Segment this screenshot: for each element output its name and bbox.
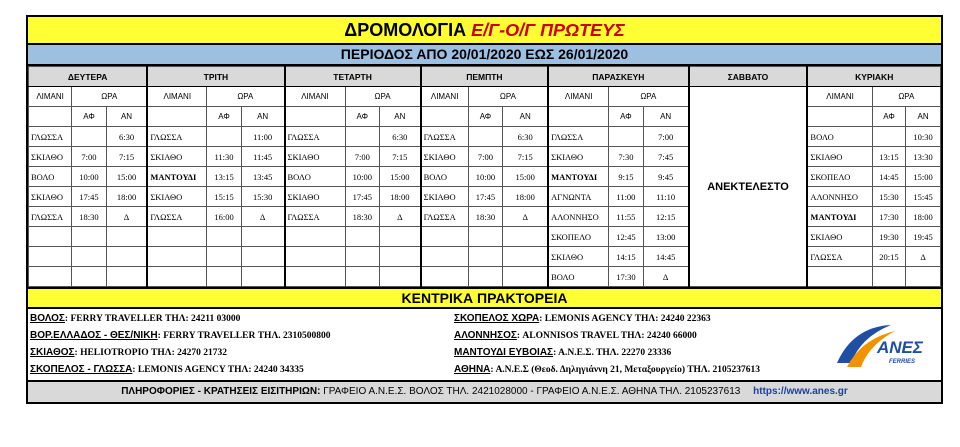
time-header: ΩΡΑ — [468, 87, 548, 107]
agency-location: ΒΟΡ.ΕΛΛΑΔΟΣ - ΘΕΣ/ΝΙΚΗ — [30, 330, 158, 341]
port-cell — [285, 247, 346, 267]
dep-time-cell — [207, 127, 242, 147]
dep-time-cell: 18:30 — [72, 207, 107, 227]
port-cell: ΓΛΩΣΣΑ — [285, 127, 346, 147]
time-header: ΩΡΑ — [207, 87, 285, 107]
agency-right-0 — [454, 313, 711, 324]
port-cell: ΓΛΩΣΣΑ — [807, 247, 872, 267]
arr-header: ΑΝ — [503, 107, 548, 127]
arr-time-cell: 7:45 — [643, 147, 688, 167]
arr-time-cell — [503, 227, 548, 247]
time-header: ΩΡΑ — [872, 87, 940, 107]
port-cell: ΜΑΝΤΟΥΔΙ — [147, 167, 206, 187]
port-cell: ΜΑΝΤΟΥΔΙ — [548, 167, 609, 187]
agency-location: ΜΑΝΤΟΥΔΙ ΕΥΒΟΙΑΣ — [454, 347, 554, 358]
agency-sep: : — [553, 348, 557, 358]
arr-time-cell: 13:45 — [241, 167, 284, 187]
dep-time-cell: 15:15 — [207, 187, 242, 207]
arr-time-cell: 18:00 — [380, 187, 421, 207]
arr-time-cell — [241, 247, 284, 267]
port-header: ΛΙΜΑΝΙ — [548, 87, 609, 107]
agency-sep: : — [64, 314, 69, 324]
port-cell: ΓΛΩΣΣΑ — [421, 127, 469, 147]
arr-time-cell: 11:45 — [241, 147, 284, 167]
agency-sep: : — [157, 331, 161, 341]
arr-time-cell — [241, 227, 284, 247]
day-header-fri: ΠΑΡΑΣΚΕΥΗ — [548, 67, 688, 87]
time-header: ΩΡΑ — [72, 87, 148, 107]
dep-time-cell — [72, 127, 107, 147]
arr-time-cell — [503, 247, 548, 267]
dep-time-cell: 17:45 — [345, 187, 380, 207]
dep-header: ΑΦ — [609, 107, 644, 127]
port-cell: ΣΚΙΑΘΟ — [147, 147, 206, 167]
arr-time-cell: 18:00 — [906, 207, 941, 227]
port-cell: ΑΓΝΩΝΤΑ — [548, 187, 609, 207]
dep-time-cell — [207, 227, 242, 247]
arr-time-cell: 7:15 — [106, 147, 147, 167]
port-cell: ΣΚΙΑΘΟ — [421, 187, 469, 207]
ship-name: Ε/Γ-Ο/Γ ΠΡΩΤΕΥΣ — [471, 20, 625, 40]
agency-details: LEMONIS AGENCY ΤΗΛ: 24240 22363 — [544, 314, 711, 324]
dep-time-cell: 9:15 — [609, 167, 644, 187]
arr-time-cell: 15:45 — [906, 187, 941, 207]
port-cell: ΓΛΩΣΣΑ — [548, 127, 609, 147]
schedule-title — [28, 17, 941, 45]
agency-details: FERRY TRAVELLER ΤΗΛ: 24211 03000 — [70, 314, 241, 324]
dep-time-cell: 10:00 — [72, 167, 107, 187]
dep-time-cell: 11:00 — [609, 187, 644, 207]
agency-location: ΑΘΗΝΑ — [454, 364, 491, 375]
arr-header: ΑΝ — [643, 107, 688, 127]
port-cell: ΓΛΩΣΣΑ — [285, 207, 346, 227]
title-prefix: ΔΡΟΜΟΛΟΓΙΑ — [344, 20, 467, 40]
time-header: ΩΡΑ — [609, 87, 689, 107]
arr-time-cell: 6:30 — [380, 127, 421, 147]
port-cell: ΒΟΛΟ — [548, 267, 609, 287]
dep-time-cell: 7:30 — [609, 147, 644, 167]
port-cell — [29, 227, 72, 247]
arr-time-cell: 6:30 — [106, 127, 147, 147]
arr-time-cell: 13:00 — [643, 227, 688, 247]
footer-text: ΓΡΑΦΕΙΟ Α.Ν.Ε.Σ. ΒΟΛΟΣ ΤΗΛ. 2421028000 - ΓΡΑΦΕΙΟ Α.Ν.Ε.Σ. ΑΘΗΝΑ ΤΗΛ. 2105237613 — [323, 386, 741, 397]
port-cell — [147, 247, 206, 267]
dep-time-cell — [72, 227, 107, 247]
schedule-period: ΠΕΡΙΟΔΟΣ ΑΠΟ 20/01/2020 ΕΩΣ 26/01/2020 — [28, 45, 941, 66]
day-header-thu: ΠΕΜΠΤΗ — [421, 67, 549, 87]
day-header-mon: ΔΕΥΤΕΡΑ — [29, 67, 148, 87]
agency-details: ALONNISOS TRAVEL ΤΗΛ: 24240 66000 — [522, 331, 697, 341]
arr-time-cell: 10:30 — [906, 127, 941, 147]
arr-time-cell: 15:00 — [906, 167, 941, 187]
port-cell: ΣΚΙΑΘΟ — [807, 227, 872, 247]
dep-time-cell — [345, 247, 380, 267]
dep-time-cell: 10:00 — [345, 167, 380, 187]
day-header-sun: ΚΥΡΙΑΚΗ — [807, 67, 940, 87]
dep-time-cell — [872, 127, 905, 147]
empty-cell — [285, 107, 346, 127]
port-cell: ΒΟΛΟ — [29, 167, 72, 187]
dep-time-cell: 11:55 — [609, 207, 644, 227]
dep-time-cell: 11:30 — [207, 147, 242, 167]
time-header: ΩΡΑ — [345, 87, 421, 107]
port-cell: ΓΛΩΣΣΑ — [147, 207, 206, 227]
dep-time-cell: 7:00 — [345, 147, 380, 167]
port-cell: ΣΚΙΑΘΟ — [421, 147, 469, 167]
port-cell — [285, 227, 346, 247]
dep-header: ΑΦ — [207, 107, 242, 127]
dep-time-cell — [345, 127, 380, 147]
arr-time-cell — [106, 247, 147, 267]
arr-time-cell: 18:00 — [503, 187, 548, 207]
port-cell: ΣΚΟΠΕΛΟ — [548, 227, 609, 247]
logo-name: ΑΝΕΣ — [877, 338, 923, 357]
dep-time-cell: 17:30 — [609, 267, 644, 287]
arr-time-cell: 7:15 — [380, 147, 421, 167]
arr-time-cell: 12:15 — [643, 207, 688, 227]
dep-time-cell — [345, 267, 380, 287]
port-cell: ΣΚΙΑΘΟ — [285, 147, 346, 167]
arr-time-cell: 15:00 — [380, 167, 421, 187]
empty-cell — [147, 107, 206, 127]
anes-logo — [833, 317, 929, 373]
arr-header: ΑΝ — [906, 107, 941, 127]
dep-time-cell: 18:30 — [345, 207, 380, 227]
agency-location: ΣΚΟΠΕΛΟΣ ΧΩΡΑ — [454, 313, 540, 324]
agency-sep: : — [74, 348, 78, 358]
dep-time-cell — [468, 247, 503, 267]
dep-time-cell: 10:00 — [468, 167, 503, 187]
dep-time-cell: 17:45 — [72, 187, 107, 207]
port-cell: ΣΚΟΠΕΛΟ — [807, 167, 872, 187]
port-cell: ΑΛΟΝΝΗΣΟ — [548, 207, 609, 227]
port-cell: ΒΟΛΟ — [285, 167, 346, 187]
agency-sep: : — [539, 314, 543, 324]
port-cell: ΜΑΝΤΟΥΔΙ — [807, 207, 872, 227]
arr-header: ΑΝ — [380, 107, 421, 127]
empty-cell — [807, 107, 872, 127]
dep-header: ΑΦ — [345, 107, 380, 127]
agency-left-0 — [30, 313, 240, 324]
schedule-table — [28, 66, 941, 287]
dep-time-cell — [72, 267, 107, 287]
arr-time-cell: 14:45 — [643, 247, 688, 267]
dep-time-cell — [345, 227, 380, 247]
arr-time-cell — [380, 247, 421, 267]
dep-time-cell: 13:15 — [872, 147, 905, 167]
saturday-cell: ΑΝΕΚΤΕΛΕΣΤΟ — [689, 87, 808, 287]
arr-time-cell: 19:45 — [906, 227, 941, 247]
day-header-wed: ΤΕΤΑΡΤΗ — [285, 67, 421, 87]
arr-time-cell: 6:30 — [503, 127, 548, 147]
agency-details: LEMONIS AGENCY ΤΗΛ: 24240 34335 — [137, 365, 304, 375]
day-header-sat: ΣΑΒΒΑΤΟ — [689, 67, 808, 87]
dep-time-cell — [207, 247, 242, 267]
agency-left-1 — [30, 330, 331, 341]
agency-right-3 — [454, 364, 760, 375]
arr-time-cell — [906, 267, 941, 287]
arr-time-cell: 15:00 — [106, 167, 147, 187]
arr-time-cell: 7:00 — [643, 127, 688, 147]
dep-time-cell — [468, 267, 503, 287]
dep-time-cell: 12:45 — [609, 227, 644, 247]
dep-time-cell: 17:45 — [468, 187, 503, 207]
port-cell: ΣΚΙΑΘΟ — [285, 187, 346, 207]
dep-time-cell: 14:15 — [609, 247, 644, 267]
agency-details: Α.Ν.Ε.Σ. ΤΗΛ. 22270 23336 — [558, 348, 672, 358]
schedule-sheet — [26, 15, 943, 404]
arr-time-cell: 7:15 — [503, 147, 548, 167]
port-cell: ΓΛΩΣΣΑ — [29, 127, 72, 147]
dep-time-cell — [872, 267, 905, 287]
empty-cell — [29, 107, 72, 127]
dep-time-cell — [72, 247, 107, 267]
port-cell: ΣΚΙΑΘΟ — [548, 147, 609, 167]
arr-time-cell: 13:30 — [906, 147, 941, 167]
port-cell — [421, 267, 469, 287]
port-header: ΛΙΜΑΝΙ — [147, 87, 206, 107]
port-cell: ΣΚΙΑΘΟ — [807, 147, 872, 167]
port-cell: ΣΚΙΑΘΟ — [548, 247, 609, 267]
dep-time-cell: 16:00 — [207, 207, 242, 227]
dep-time-cell: 15:30 — [872, 187, 905, 207]
port-cell: ΒΟΛΟ — [807, 127, 872, 147]
dep-time-cell — [468, 227, 503, 247]
port-cell: ΓΛΩΣΣΑ — [29, 207, 72, 227]
agency-left-2 — [30, 347, 227, 358]
dep-time-cell — [207, 267, 242, 287]
port-header: ΛΙΜΑΝΙ — [29, 87, 72, 107]
footer-info — [28, 380, 941, 402]
dep-time-cell: 19:30 — [872, 227, 905, 247]
arr-time-cell: 18:00 — [106, 187, 147, 207]
dep-time-cell: 20:15 — [872, 247, 905, 267]
port-cell: ΣΚΙΑΘΟ — [147, 187, 206, 207]
port-cell: ΑΛΟΝΝΗΣΟ — [807, 187, 872, 207]
arr-time-cell — [106, 267, 147, 287]
agency-details: HELIOTROPIO ΤΗΛ: 24270 21732 — [80, 348, 228, 358]
arr-time-cell: 11:00 — [241, 127, 284, 147]
port-cell: ΓΛΩΣΣΑ — [147, 127, 206, 147]
port-cell — [29, 267, 72, 287]
website-link[interactable]: https://www.anes.gr — [753, 386, 848, 397]
arr-time-cell: 15:00 — [503, 167, 548, 187]
arr-time-cell: Δ — [241, 207, 284, 227]
port-cell: ΣΚΙΑΘΟ — [29, 187, 72, 207]
agencies-section — [28, 309, 941, 380]
agency-location: ΣΚΙΑΘΟΣ — [30, 347, 75, 358]
arr-time-cell — [503, 267, 548, 287]
port-cell: ΓΛΩΣΣΑ — [421, 207, 469, 227]
agency-sep: : — [490, 365, 494, 375]
agencies-title: ΚΕΝΤΡΙΚΑ ΠΡΑΚΤΟΡΕΙΑ — [28, 287, 941, 309]
port-cell — [285, 267, 346, 287]
dep-header: ΑΦ — [72, 107, 107, 127]
day-header-tue: ΤΡΙΤΗ — [147, 67, 284, 87]
agency-location: ΒΟΛΟΣ — [30, 313, 65, 324]
agency-left-3 — [30, 364, 304, 375]
dep-time-cell: 14:45 — [872, 167, 905, 187]
dep-time-cell: 7:00 — [72, 147, 107, 167]
agency-details: FERRY TRAVELLER ΤΗΛ. 2310500800 — [163, 331, 331, 341]
logo-sub: FERRIES — [889, 359, 916, 365]
port-cell — [147, 227, 206, 247]
port-cell — [421, 227, 469, 247]
port-cell: ΣΚΙΑΘΟ — [29, 147, 72, 167]
dep-time-cell: 17:30 — [872, 207, 905, 227]
arr-time-cell — [106, 227, 147, 247]
agency-sep: : — [516, 331, 521, 341]
arr-time-cell: 9:45 — [643, 167, 688, 187]
arr-time-cell: 15:30 — [241, 187, 284, 207]
agency-right-1 — [454, 330, 697, 341]
port-header: ΛΙΜΑΝΙ — [807, 87, 872, 107]
empty-cell — [548, 107, 609, 127]
arr-header: ΑΝ — [106, 107, 147, 127]
arr-time-cell: Δ — [380, 207, 421, 227]
agency-location: ΑΛΟΝΝΗΣΟΣ — [454, 330, 517, 341]
arr-time-cell: Δ — [643, 267, 688, 287]
agency-right-2 — [454, 347, 671, 358]
arr-time-cell — [380, 267, 421, 287]
arr-time-cell: Δ — [106, 207, 147, 227]
port-cell — [29, 247, 72, 267]
arr-time-cell: Δ — [503, 207, 548, 227]
port-cell — [807, 267, 872, 287]
dep-time-cell: 18:30 — [468, 207, 503, 227]
arr-time-cell: Δ — [906, 247, 941, 267]
arr-time-cell: 11:10 — [643, 187, 688, 207]
dep-time-cell: 13:15 — [207, 167, 242, 187]
port-cell — [147, 267, 206, 287]
agency-location: ΣΚΟΠΕΛΟΣ - ΓΛΩΣΣΑ — [30, 364, 133, 375]
port-header: ΛΙΜΑΝΙ — [285, 87, 346, 107]
dep-time-cell — [468, 127, 503, 147]
port-cell: ΒΟΛΟ — [421, 167, 469, 187]
arr-time-cell — [380, 227, 421, 247]
agency-details: Α.Ν.Ε.Σ (Θεοδ. Δηληγιάννη 21, Μεταξουργείο) ΤΗΛ. 2105237613 — [495, 365, 760, 375]
port-cell — [421, 247, 469, 267]
arr-time-cell — [241, 267, 284, 287]
empty-cell — [421, 107, 469, 127]
agency-sep: : — [132, 365, 136, 375]
dep-header: ΑΦ — [872, 107, 905, 127]
dep-header: ΑΦ — [468, 107, 503, 127]
arr-header: ΑΝ — [241, 107, 284, 127]
dep-time-cell — [609, 127, 644, 147]
footer-heading: ΠΛΗΡΟΦΟΡΙΕΣ - ΚΡΑΤΗΣΕΙΣ ΕΙΣΙΤΗΡΙΩΝ: — [121, 386, 321, 397]
port-header: ΛΙΜΑΝΙ — [421, 87, 469, 107]
dep-time-cell: 7:00 — [468, 147, 503, 167]
